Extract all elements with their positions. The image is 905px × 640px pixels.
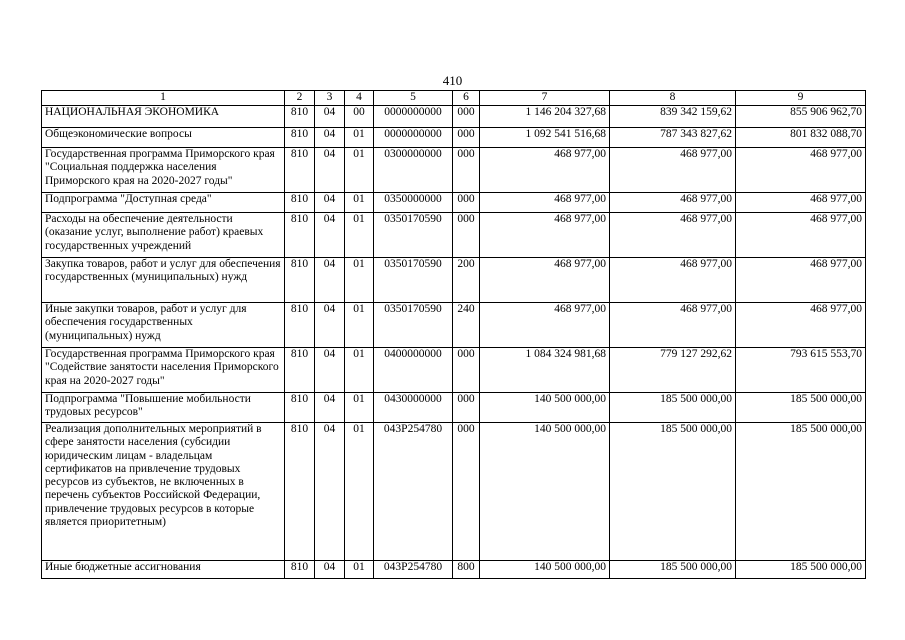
expense-type-cell: 000 <box>453 423 480 561</box>
section-cell: 04 <box>315 561 345 579</box>
section-cell: 04 <box>315 393 345 423</box>
section-cell: 04 <box>315 423 345 561</box>
amount-col7-cell: 468 977,00 <box>480 303 610 348</box>
item-name-cell: НАЦИОНАЛЬНАЯ ЭКОНОМИКА <box>42 106 285 128</box>
section-cell: 04 <box>315 106 345 128</box>
amount-col9-cell: 801 832 088,70 <box>736 128 866 148</box>
target-article-cell: 043P254780 <box>374 561 453 579</box>
column-header: 7 <box>480 91 610 106</box>
item-name-cell: Закупка товаров, работ и услуг для обеспечения государственных (муниципальных) нужд <box>42 258 285 303</box>
subsection-cell: 01 <box>345 393 374 423</box>
expense-type-cell: 240 <box>453 303 480 348</box>
budget-table-body <box>42 91 866 579</box>
section-cell: 04 <box>315 213 345 258</box>
table-row <box>42 423 866 561</box>
item-name-cell: Иные бюджетные ассигнования <box>42 561 285 579</box>
expense-type-cell: 200 <box>453 258 480 303</box>
code-cell: 810 <box>285 423 315 561</box>
subsection-cell: 01 <box>345 348 374 393</box>
expense-type-cell: 000 <box>453 128 480 148</box>
amount-col9-cell: 185 500 000,00 <box>736 423 866 561</box>
column-header: 6 <box>453 91 480 106</box>
section-cell: 04 <box>315 348 345 393</box>
subsection-cell: 01 <box>345 258 374 303</box>
code-cell: 810 <box>285 393 315 423</box>
amount-col9-cell: 468 977,00 <box>736 213 866 258</box>
target-article-cell: 0430000000 <box>374 393 453 423</box>
amount-col9-cell: 793 615 553,70 <box>736 348 866 393</box>
amount-col9-cell: 468 977,00 <box>736 258 866 303</box>
subsection-cell: 01 <box>345 128 374 148</box>
expense-type-cell: 800 <box>453 561 480 579</box>
column-header: 9 <box>736 91 866 106</box>
target-article-cell: 0000000000 <box>374 106 453 128</box>
amount-col8-cell: 787 343 827,62 <box>610 128 736 148</box>
item-name-cell: Подпрограмма "Доступная среда" <box>42 193 285 213</box>
code-cell: 810 <box>285 128 315 148</box>
amount-col9-cell: 855 906 962,70 <box>736 106 866 128</box>
column-number-row <box>42 91 866 106</box>
amount-col9-cell: 468 977,00 <box>736 303 866 348</box>
amount-col9-cell: 185 500 000,00 <box>736 561 866 579</box>
subsection-cell: 01 <box>345 148 374 193</box>
amount-col8-cell: 185 500 000,00 <box>610 423 736 561</box>
section-cell: 04 <box>315 148 345 193</box>
target-article-cell: 0300000000 <box>374 148 453 193</box>
amount-col8-cell: 468 977,00 <box>610 148 736 193</box>
column-header: 2 <box>285 91 315 106</box>
column-header: 8 <box>610 91 736 106</box>
item-name-cell: Подпрограмма "Повышение мобильности трудовых ресурсов" <box>42 393 285 423</box>
target-article-cell: 0350170590 <box>374 213 453 258</box>
table-row <box>42 128 866 148</box>
table-row <box>42 303 866 348</box>
item-name-cell: Государственная программа Приморского края "Социальная поддержка населения Приморского края на 2020-2027 годы" <box>42 148 285 193</box>
target-article-cell: 0350000000 <box>374 193 453 213</box>
amount-col9-cell: 468 977,00 <box>736 148 866 193</box>
expense-type-cell: 000 <box>453 213 480 258</box>
subsection-cell: 01 <box>345 213 374 258</box>
amount-col8-cell: 468 977,00 <box>610 303 736 348</box>
amount-col7-cell: 140 500 000,00 <box>480 423 610 561</box>
table-row <box>42 213 866 258</box>
target-article-cell: 0000000000 <box>374 128 453 148</box>
amount-col8-cell: 468 977,00 <box>610 213 736 258</box>
amount-col8-cell: 468 977,00 <box>610 193 736 213</box>
table-row <box>42 193 866 213</box>
column-header: 3 <box>315 91 345 106</box>
expense-type-cell: 000 <box>453 193 480 213</box>
amount-col9-cell: 185 500 000,00 <box>736 393 866 423</box>
expense-type-cell: 000 <box>453 393 480 423</box>
amount-col7-cell: 140 500 000,00 <box>480 561 610 579</box>
amount-col7-cell: 140 500 000,00 <box>480 393 610 423</box>
table-row <box>42 106 866 128</box>
table-row <box>42 393 866 423</box>
target-article-cell: 0350170590 <box>374 303 453 348</box>
item-name-cell: Реализация дополнительных мероприятий в сфере занятости населения (субсидии юридическим лицам - владельцам сертификатов на привлечение трудовых ресурсов из субъектов, не включенных в перечень субъектов Российской Федерации, привлечение трудовых ресурсов в которые является приоритетным) <box>42 423 285 561</box>
subsection-cell: 01 <box>345 561 374 579</box>
subsection-cell: 01 <box>345 193 374 213</box>
table-row <box>42 258 866 303</box>
table-row <box>42 561 866 579</box>
column-header: 4 <box>345 91 374 106</box>
subsection-cell: 01 <box>345 423 374 561</box>
amount-col7-cell: 1 092 541 516,68 <box>480 128 610 148</box>
amount-col8-cell: 185 500 000,00 <box>610 393 736 423</box>
amount-col8-cell: 185 500 000,00 <box>610 561 736 579</box>
amount-col8-cell: 468 977,00 <box>610 258 736 303</box>
table-row <box>42 348 866 393</box>
section-cell: 04 <box>315 303 345 348</box>
amount-col7-cell: 468 977,00 <box>480 193 610 213</box>
section-cell: 04 <box>315 128 345 148</box>
amount-col7-cell: 468 977,00 <box>480 258 610 303</box>
section-cell: 04 <box>315 193 345 213</box>
amount-col7-cell: 1 084 324 981,68 <box>480 348 610 393</box>
code-cell: 810 <box>285 303 315 348</box>
target-article-cell: 043P254780 <box>374 423 453 561</box>
code-cell: 810 <box>285 213 315 258</box>
item-name-cell: Государственная программа Приморского края "Содействие занятости населения Приморского края на 2020-2027 годы" <box>42 348 285 393</box>
amount-col9-cell: 468 977,00 <box>736 193 866 213</box>
column-header: 1 <box>42 91 285 106</box>
target-article-cell: 0350170590 <box>374 258 453 303</box>
code-cell: 810 <box>285 106 315 128</box>
code-cell: 810 <box>285 148 315 193</box>
amount-col8-cell: 779 127 292,62 <box>610 348 736 393</box>
expense-type-cell: 000 <box>453 348 480 393</box>
amount-col7-cell: 468 977,00 <box>480 148 610 193</box>
page-number: 410 <box>442 73 463 88</box>
item-name-cell: Расходы на обеспечение деятельности (оказание услуг, выполнение работ) краевых государственных учреждений <box>42 213 285 258</box>
column-header: 5 <box>374 91 453 106</box>
target-article-cell: 0400000000 <box>374 348 453 393</box>
table-row <box>42 148 866 193</box>
item-name-cell: Иные закупки товаров, работ и услуг для обеспечения государственных (муниципальных) нужд <box>42 303 285 348</box>
amount-col7-cell: 1 146 204 327,68 <box>480 106 610 128</box>
subsection-cell: 00 <box>345 106 374 128</box>
item-name-cell: Общеэкономические вопросы <box>42 128 285 148</box>
code-cell: 810 <box>285 193 315 213</box>
expense-type-cell: 000 <box>453 148 480 193</box>
amount-col7-cell: 468 977,00 <box>480 213 610 258</box>
subsection-cell: 01 <box>345 303 374 348</box>
amount-col8-cell: 839 342 159,62 <box>610 106 736 128</box>
code-cell: 810 <box>285 258 315 303</box>
code-cell: 810 <box>285 561 315 579</box>
expense-type-cell: 000 <box>453 106 480 128</box>
budget-table <box>41 90 866 579</box>
code-cell: 810 <box>285 348 315 393</box>
section-cell: 04 <box>315 258 345 303</box>
